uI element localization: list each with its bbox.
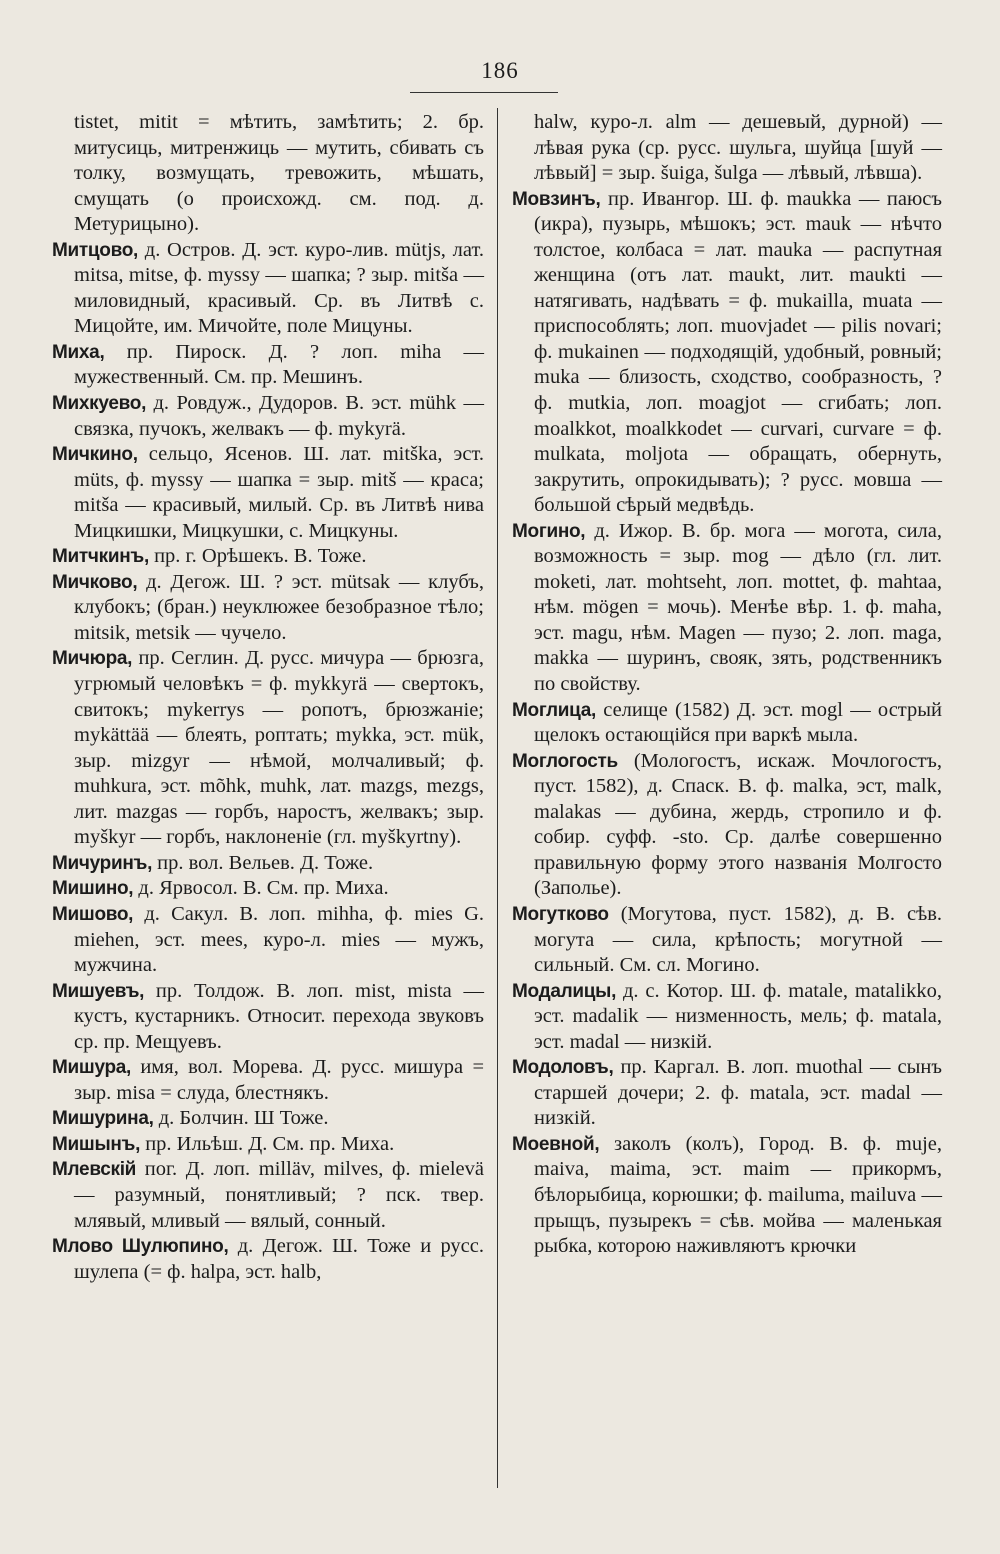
entry-headword: Мишино, bbox=[52, 878, 134, 900]
dictionary-entry bbox=[512, 110, 942, 187]
entry-headword: Мишуевъ, bbox=[52, 980, 145, 1002]
dictionary-entry bbox=[52, 340, 484, 391]
dictionary-entry bbox=[52, 1055, 484, 1106]
column-divider bbox=[497, 108, 498, 1488]
entry-headword: Митцово, bbox=[52, 239, 139, 261]
entry-headword: Мовзинъ, bbox=[512, 188, 601, 210]
entry-headword: Моглица, bbox=[512, 699, 596, 721]
entry-headword: Митчкинъ, bbox=[52, 546, 149, 568]
dictionary-entry bbox=[52, 1132, 484, 1158]
dictionary-entry bbox=[52, 238, 484, 340]
entry-definition: д. Дегож. Ш. ? эст. mütsak — клубъ, клубокъ; (бран.) неуклюжее безобразное тѣло; mitsik, metsik — чучело. bbox=[74, 570, 484, 644]
right-column bbox=[512, 110, 942, 1260]
entry-definition: пр. Ильѣш. Д. См. пр. Миха. bbox=[145, 1132, 395, 1155]
page-number: 186 bbox=[481, 58, 519, 83]
entry-headword: Мишынъ, bbox=[52, 1133, 141, 1155]
entry-definition: д. Ярвосол. В. См. пр. Миха. bbox=[138, 877, 389, 900]
entry-headword: Мишово, bbox=[52, 903, 134, 925]
entry-headword: Миха, bbox=[52, 341, 105, 363]
entry-headword: Мичкино, bbox=[52, 444, 138, 466]
entry-headword: Модалицы, bbox=[512, 980, 617, 1002]
entry-definition: д. Сакул. В. лоп. mihha, ф. mies G. miehen, эст. mees, куро-л. mies — мужъ, мужчина. bbox=[74, 902, 485, 977]
entry-definition: пог. Д. лоп. milläv, milves, ф. mielevä — разумный, понятливый; ? пск. твер. млявый, мливый — вялый, сонный. bbox=[74, 1158, 484, 1232]
entry-headword: Мичюра, bbox=[52, 648, 133, 670]
entry-headword: Моглогость bbox=[512, 750, 618, 772]
entry-headword: Мичуринъ, bbox=[52, 852, 153, 874]
dictionary-entry bbox=[52, 391, 484, 442]
header-rule bbox=[410, 92, 558, 93]
dictionary-entry bbox=[52, 110, 484, 238]
entry-headword: Михкуево, bbox=[52, 393, 147, 415]
entry-definition: пр. Сеглин. Д. русс. мичура — брюзга, угрюмый человѣкъ = ф. mykkyrä — свертокъ, свитокъ; mykerrys — ропотъ, брюзжаніе; mykättää — блеять, роптать; mykka, эст. mük, зыр. mizgyr — нѣмой, молчаливый; ф. muhkura, эст. mõhk, muhk, лат. mazgs, mezgs, лит. mazgas — горбъ, наростъ, желвакъ; зыр. myškyr — горбъ, наклоненіе (гл. myškyrtny). bbox=[74, 647, 485, 849]
entry-definition: tistet, mitit = мѣтить, замѣтить; 2. бр. митусиць, митренжиць — мутить, сбивать съ толку, возмущать, тревожить, мѣшать, смущать (о происхожд. см. под. д. Метурицыно). bbox=[74, 111, 484, 236]
dictionary-entry bbox=[512, 698, 942, 749]
entry-headword: Мичково, bbox=[52, 571, 138, 593]
entry-definition: заколъ (колъ), Город. В. ф. muje, maiva, maima, эст. maim — прикормъ, бѣлорыбица, корюшки; ф. mailuma, mailuva — прыщъ, пузырекъ = сѣв. мойва — маленькая рыбка, которою наживляютъ крючки bbox=[534, 1132, 943, 1258]
entry-headword: Могутково bbox=[512, 903, 609, 925]
dictionary-entry bbox=[512, 1132, 942, 1260]
dictionary-entry bbox=[52, 442, 484, 544]
entry-definition: пр. г. Орѣшекъ. В. Тоже. bbox=[154, 545, 367, 568]
entry-definition: д. Дегож. Ш. Тоже и русс. шулепа (= ф. halpa, эст. halb, bbox=[74, 1235, 484, 1283]
entry-definition: пр. Пироск. Д. ? лоп. miha — мужественный. См. пр. Мешинъ. bbox=[74, 340, 485, 389]
entry-definition: пр. Толдож. В. лоп. mist, mista — кустъ, кустарникъ. Относит. перехода звуковъ ср. пр. Мещуевъ. bbox=[74, 979, 484, 1053]
entry-headword: Моевной, bbox=[512, 1133, 600, 1155]
dictionary-entry bbox=[512, 979, 942, 1056]
entry-definition: halw, куро-л. alm — дешевый, дурной) — лѣвая рука (ср. русс. шульга, шуйца [шуй — лѣвый] = зыр. šuiga, šulga — лѣвый, лѣвша). bbox=[534, 111, 942, 185]
dictionary-entry bbox=[52, 979, 484, 1056]
dictionary-entry bbox=[512, 187, 942, 519]
dictionary-entry bbox=[52, 646, 484, 850]
dictionary-entry bbox=[512, 1055, 942, 1132]
entry-definition: пр. Ивангор. Ш. ф. maukka — паюсъ (икра), пузырь, мѣшокъ; эст. mauk — нѣчто толстое, колбаса = лат. mauka — распутная женщина (отъ лат. maukt, лит. maukti — натягивать, надѣвать = ф. mukailla, muata — приспособлять; лоп. muovjadet — pilis novari; ф. mukainen — подходящій, удобный, ровный; muka — близость, сходство, сообразность, ? ф. mutkia, лоп. moagjot — сгибать; лоп. moalkkot, moalkkodet — curvari, curvare = ф. mulkata, moljota — обращать, обернуть, закрутить, опрокидывать); ? русс. мовша — большой сѣрый медвѣдь. bbox=[534, 187, 943, 517]
entry-definition: д. Ровдуж., Дудоров. В. эст. mühk — связка, пучокъ, желвакъ — ф. mykyrä. bbox=[74, 392, 484, 440]
dictionary-entry bbox=[512, 519, 942, 698]
dictionary-entry bbox=[52, 1234, 484, 1285]
entry-definition: д. Остров. Д. эст. куро-лив. mütjs, лат. mitsa, mitse, ф. myssy — шапка; ? зыр. mitša — миловидный, красивый. Ср. въ Литвѣ с. Мицойте, им. Мичойте, поле Мицуны. bbox=[74, 238, 485, 338]
dictionary-entry bbox=[512, 749, 942, 902]
entry-definition: имя, вол. Морева. Д. русс. мишура = зыр. misa = слуда, блестнякъ. bbox=[74, 1056, 485, 1104]
entry-definition: селище (1582) Д. эст. mogl — острый щелокъ остающійся при варкѣ мыла. bbox=[534, 698, 942, 747]
entry-headword: Мишурина, bbox=[52, 1108, 154, 1130]
entry-headword: Модоловъ, bbox=[512, 1057, 614, 1079]
entry-headword: Млевскій bbox=[52, 1159, 137, 1181]
entry-definition: д. Болчин. Ш Тоже. bbox=[158, 1107, 329, 1130]
dictionary-entry bbox=[52, 902, 484, 979]
entry-definition: пр. вол. Вельев. Д. Тоже. bbox=[157, 851, 374, 874]
entry-headword: Млово Шулюпино, bbox=[52, 1236, 229, 1258]
entry-headword: Могино, bbox=[512, 520, 586, 542]
entry-definition: д. с. Котор. Ш. ф. matale, matalikko, эст. madalik — низменность, мель; ф. matala, эст. madal — низкій. bbox=[534, 979, 943, 1053]
dictionary-entry bbox=[52, 570, 484, 647]
entry-definition: пр. Каргал. В. лоп. muothal — сынъ старшей дочери; 2. ф. matala, эст. madal — низкій. bbox=[534, 1056, 942, 1130]
entry-headword: Мишура, bbox=[52, 1057, 132, 1079]
dictionary-entry bbox=[52, 851, 484, 877]
entry-definition: (Мологостъ, искаж. Мочлогостъ, пуст. 1582), д. Спаск. В. ф. malka, эст, malk, malakas — дубина, жердь, стропило и ф. собир. суфф. -sto. Ср. далѣе совершенно правильную форму этого названія Молгосто (Заполье). bbox=[534, 749, 942, 900]
entry-definition: сельцо, Ясенов. Ш. лат. mitška, эст. müts, ф. myssy — шапка = зыр. mitš — краса; mitša — красивый, милый. Ср. въ Литвѣ нива Мицкишки, Мицкушки, с. Мицкуны. bbox=[74, 443, 484, 542]
dictionary-entry bbox=[52, 1106, 484, 1132]
entry-definition: (Могутова, пуст. 1582), д. В. сѣв. могута — сила, крѣпость; могутной — сильный. См. сл. Могино. bbox=[534, 902, 943, 977]
left-column bbox=[52, 110, 484, 1285]
dictionary-entry bbox=[52, 544, 484, 570]
entry-definition: д. Ижор. В. бр. мога — могота, сила, возможность = зыр. mog — дѣло (гл. лит. moketi, лат. mohtseht, лоп. mottet, ф. mahtaa, нѣм. mögen = мочь). Менѣе вѣр. 1. ф. maha, эст. magu, нѣм. Magen — пузо; 2. лоп. maga, makka — шуринъ, свояк, зять, родственникъ по свойству. bbox=[534, 519, 943, 696]
dictionary-entry bbox=[512, 902, 942, 979]
dictionary-entry bbox=[52, 876, 484, 902]
dictionary-entry bbox=[52, 1157, 484, 1234]
